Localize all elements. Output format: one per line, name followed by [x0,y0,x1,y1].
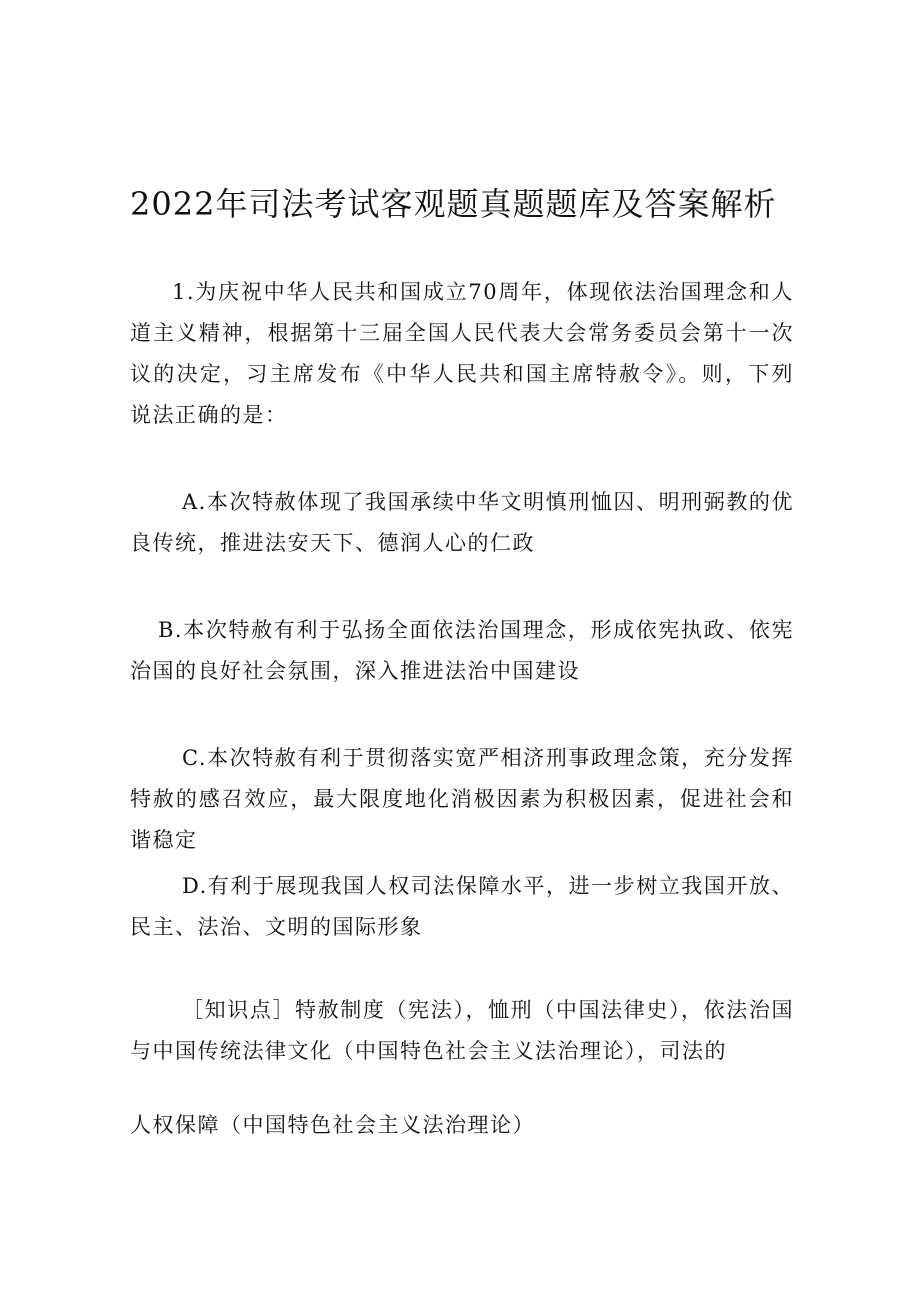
document-title: 2022年司法考试客观题真题题库及答案解析 [130,185,777,223]
option-d: D.有利于展现我国人权司法保障水平，进一步树立我国开放、民主、法治、文明的国际形象 [130,874,794,939]
question-stem: 1.为庆祝中华人民共和国成立70周年，体现依法治国理念和人道主义精神，根据第十三届全国人民代表大会常务委员会第十一次议的决定，习主席发布《中华人民共和国主席特赦令》。则，下列说法正确的是： [130,280,794,427]
option-c: C.本次特赦有利于贯彻落实宽严相济刑事政理念策，充分发挥特赦的感召效应，最大限度地化消极因素为积极因素，促进社会和谐稳定 [130,746,794,852]
knowledge-points-continued: 人权保障（中国特色社会主义法治理论） [130,1113,535,1137]
option-a: A.本次特赦体现了我国承续中华文明慎刑恤囚、明刑弼教的优良传统，推进法安天下、德润人心的仁政 [130,490,794,555]
option-b: B.本次特赦有利于弘扬全面依法治国理念，形成依宪执政、依宪治国的良好社会氛围，深入推进法治中国建设 [130,618,794,683]
knowledge-points: ［知识点］特赦制度（宪法），恤刑（中国法律史），依法治国与中国传统法律文化（中国特色社会主义法治理论），司法的 [130,998,794,1063]
